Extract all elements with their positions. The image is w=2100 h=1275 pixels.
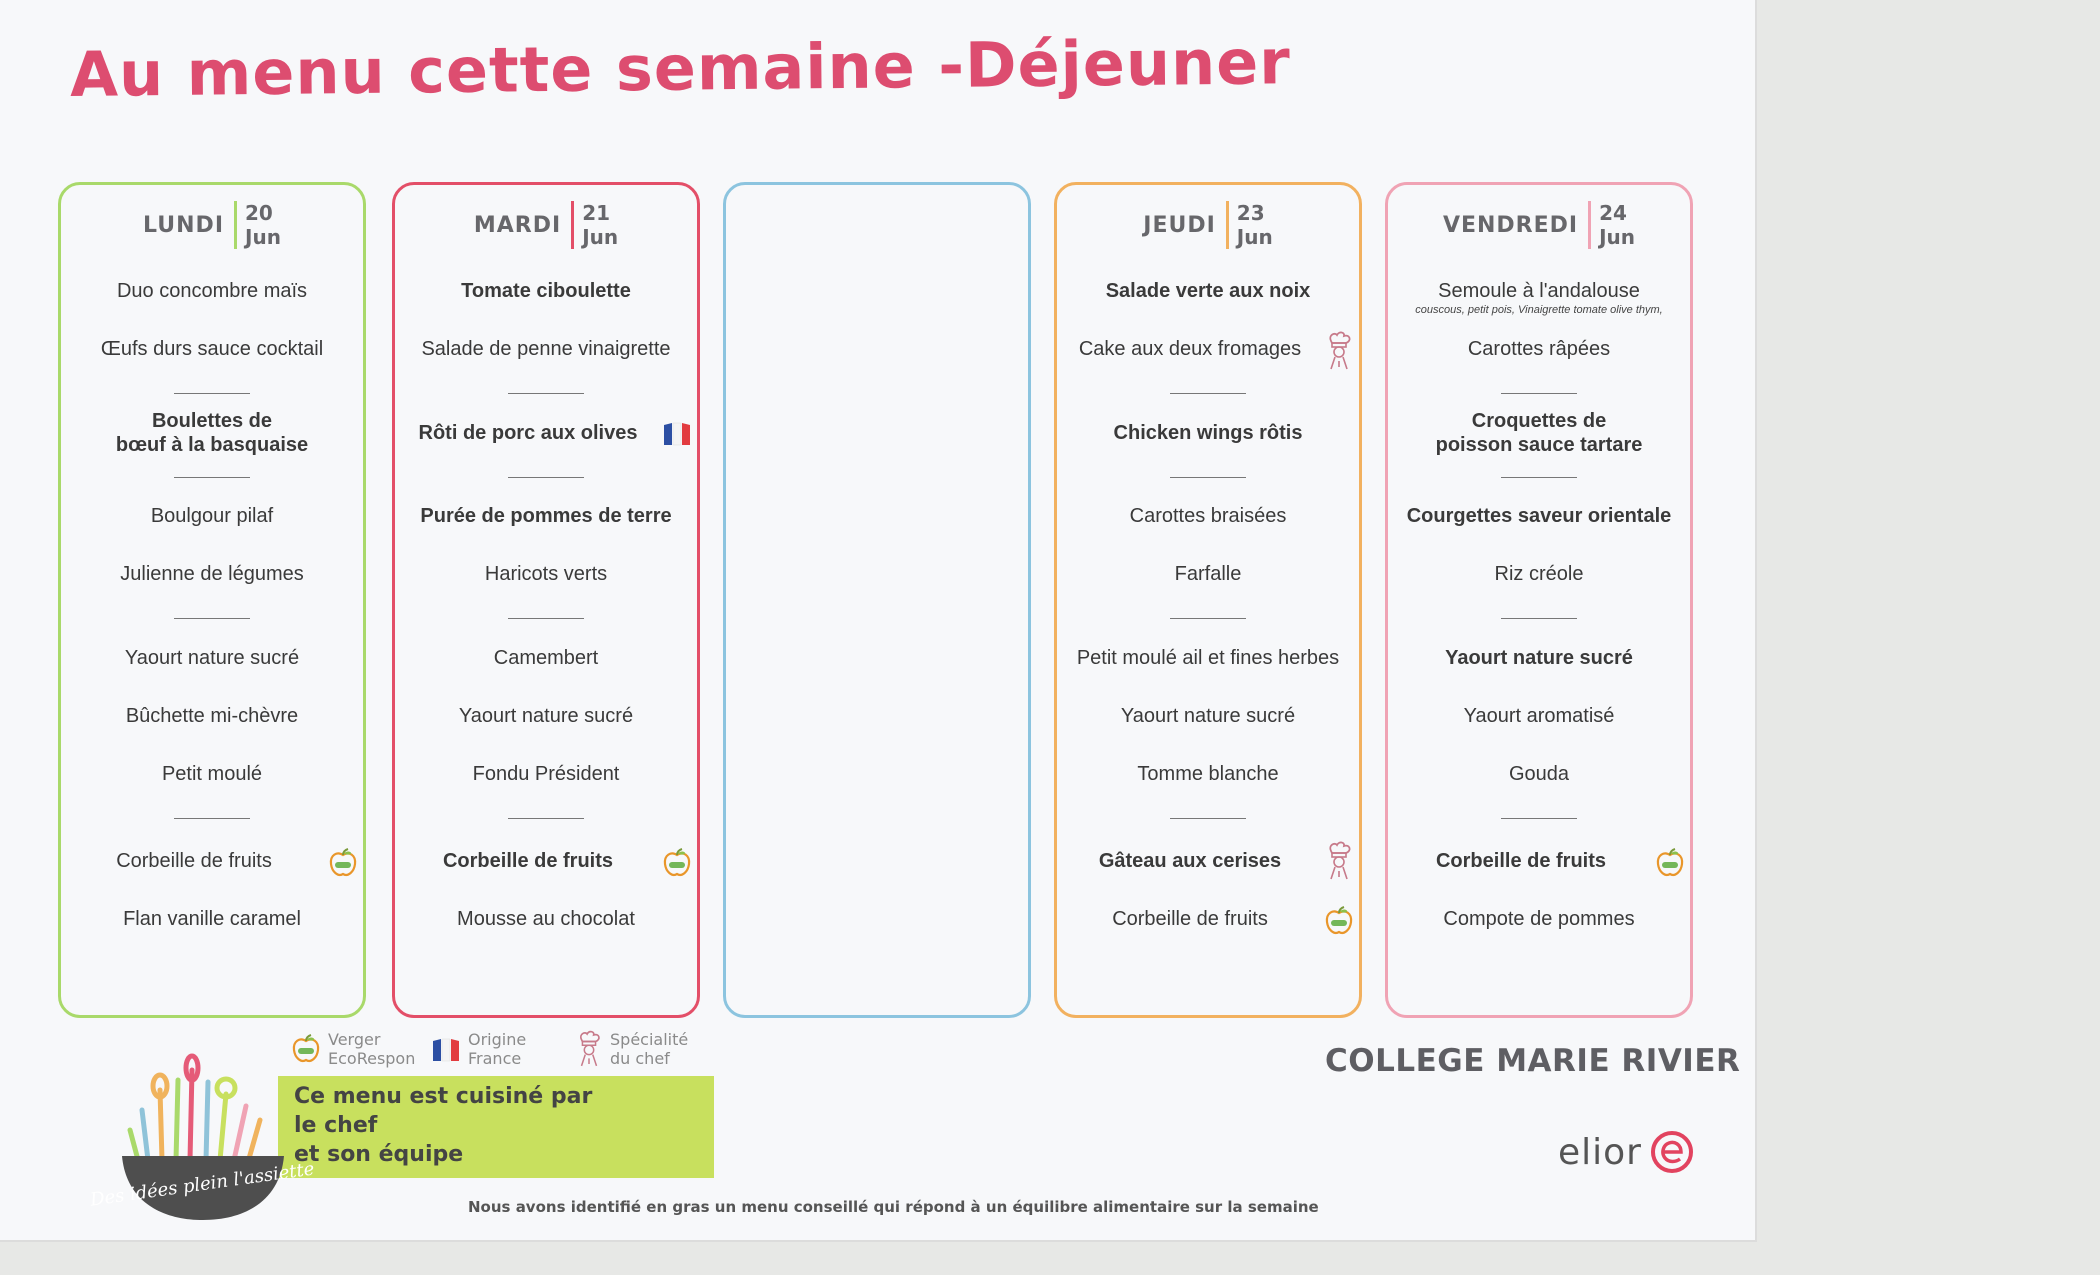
day-number: 21 (582, 201, 611, 225)
day-card-mardi (392, 182, 700, 1018)
dish: Julienne de légumes (120, 563, 304, 585)
chef-badge (278, 1076, 714, 1178)
legend-label: Spécialité (610, 1030, 689, 1049)
day-card-vendredi (1385, 182, 1693, 1018)
dish: Carottes braisées (1129, 505, 1287, 527)
dish: Tomate ciboulette (461, 280, 631, 302)
course-separator (174, 818, 250, 819)
dish: Petit moulé (161, 763, 263, 785)
day-card-jeudi (1054, 182, 1362, 1018)
legend-label: Origine (468, 1030, 527, 1049)
dish: Farfalle (1174, 563, 1242, 585)
day-month: Jun (1599, 225, 1636, 249)
dish: Salade verte aux noix (1105, 280, 1311, 302)
dish: Yaourt nature sucré (1445, 647, 1633, 669)
day-number: 20 (245, 201, 273, 225)
dish: Corbeille de fruits (1112, 908, 1268, 930)
legend-label: du chef (610, 1049, 670, 1068)
france-flag-icon (430, 1032, 462, 1066)
course-separator (1170, 618, 1246, 619)
day-header (1057, 199, 1359, 251)
dish-description: couscous, petit pois, Vinaigrette tomate olive thym, (1415, 304, 1663, 316)
day-month: Jun (1236, 225, 1273, 249)
elior-logo (1558, 1130, 1694, 1174)
dish: Corbeille de fruits (116, 850, 272, 872)
dish: Compote de pommes (1443, 908, 1635, 930)
course-separator (1501, 477, 1577, 478)
dish: Flan vanille caramel (123, 908, 301, 930)
dish: Yaourt nature sucré (124, 647, 300, 669)
dish: Œufs durs sauce cocktail (100, 338, 324, 360)
day-number: 23 (1236, 201, 1265, 225)
dish (1396, 409, 1682, 457)
dish: Yaourt nature sucré (458, 705, 634, 727)
dish: Bûchette mi-chèvre (125, 705, 299, 727)
course-separator (1501, 393, 1577, 394)
dish: Rôti de porc aux olives (418, 422, 638, 444)
chef-icon (574, 1030, 604, 1068)
day-date (571, 201, 618, 249)
course-separator (508, 818, 584, 819)
course-separator (174, 618, 250, 619)
dish: Fondu Président (472, 763, 620, 785)
school-name: COLLEGE MARIE RIVIER (1325, 1043, 1741, 1079)
dish (69, 409, 355, 457)
day-card-mercredi-empty (723, 182, 1031, 1018)
dish-line-1: Boulettes de (151, 410, 273, 432)
legend-label: France (468, 1049, 522, 1068)
dish-line-2: poisson sauce tartare (1435, 434, 1643, 456)
dish: Yaourt nature sucré (1120, 705, 1296, 727)
dish: Haricots verts (484, 563, 608, 585)
day-name: LUNDI (143, 212, 225, 238)
apple-icon (661, 843, 693, 883)
dish: Gâteau aux cerises (1098, 850, 1282, 872)
chef-icon (1323, 331, 1355, 371)
dish-line-1: Croquettes de (1471, 410, 1607, 432)
course-separator (1170, 393, 1246, 394)
dish: Purée de pommes de terre (420, 505, 672, 527)
dish: Gouda (1508, 763, 1570, 785)
day-header (61, 199, 363, 251)
badge-line: le chef (294, 1113, 378, 1138)
elior-e-icon (1650, 1130, 1694, 1174)
day-name: VENDREDI (1442, 212, 1579, 238)
badge-line: Ce menu est cuisiné par (294, 1084, 593, 1109)
day-header (395, 199, 697, 251)
logo-text: Des idées plein l'assiette (88, 1158, 316, 1211)
dish: Carottes râpées (1467, 338, 1611, 360)
dish: Courgettes saveur orientale (1406, 505, 1672, 527)
course-separator (508, 393, 584, 394)
apple-icon (1654, 843, 1686, 883)
course-separator (508, 477, 584, 478)
day-header (1388, 199, 1690, 251)
dish (1396, 279, 1682, 317)
france-flag-icon (661, 413, 693, 453)
dish: Corbeille de fruits (442, 850, 614, 872)
legend-label: Verger (328, 1030, 381, 1049)
day-date (1588, 201, 1635, 249)
dish-name: Semoule à l'andalouse (1438, 280, 1640, 302)
dish: Tomme blanche (1137, 763, 1279, 785)
legend-item-origine (430, 1030, 526, 1068)
course-separator (1170, 818, 1246, 819)
dish: Yaourt aromatisé (1463, 705, 1615, 727)
course-separator (1170, 477, 1246, 478)
page-title: Au menu cette semaine -Déjeuner (69, 25, 1292, 111)
apple-icon (1323, 901, 1355, 941)
brand-name: elior (1558, 1131, 1642, 1173)
chef-icon (1323, 841, 1355, 881)
dish: Petit moulé ail et fines herbes (1076, 647, 1340, 669)
day-month: Jun (245, 225, 281, 249)
dish: Chicken wings rôtis (1113, 422, 1303, 444)
course-separator (174, 393, 250, 394)
day-month: Jun (582, 225, 619, 249)
legend-item-specialite (574, 1030, 688, 1068)
des-idees-plein-lassiette-logo (88, 1050, 316, 1222)
legend-label: EcoRespon (328, 1049, 416, 1068)
course-separator (1501, 818, 1577, 819)
course-separator (508, 618, 584, 619)
day-card-lundi (58, 182, 366, 1018)
dish: Cake aux deux fromages (1078, 338, 1302, 360)
legend-item-verger (290, 1030, 415, 1068)
dish: Riz créole (1494, 563, 1584, 585)
apple-icon (290, 1032, 322, 1066)
dish: Corbeille de fruits (1435, 850, 1607, 872)
dish: Boulgour pilaf (150, 505, 274, 527)
course-separator (1501, 618, 1577, 619)
footnote: Nous avons identifié en gras un menu conseillé qui répond à un équilibre alimentaire sur la semaine (468, 1198, 1319, 1216)
day-name: JEUDI (1143, 212, 1216, 238)
day-name: MARDI (473, 212, 562, 238)
day-number: 24 (1599, 201, 1627, 225)
apple-icon (327, 843, 359, 883)
dish: Mousse au chocolat (457, 908, 635, 930)
dish: Camembert (493, 647, 599, 669)
badge-line: et son équipe (294, 1142, 464, 1167)
dish: Salade de penne vinaigrette (421, 338, 671, 360)
day-date (1226, 201, 1273, 249)
dish: Duo concombre maïs (116, 280, 308, 302)
dish-line-2: bœuf à la basquaise (115, 434, 309, 456)
day-date (234, 201, 281, 249)
course-separator (174, 477, 250, 478)
